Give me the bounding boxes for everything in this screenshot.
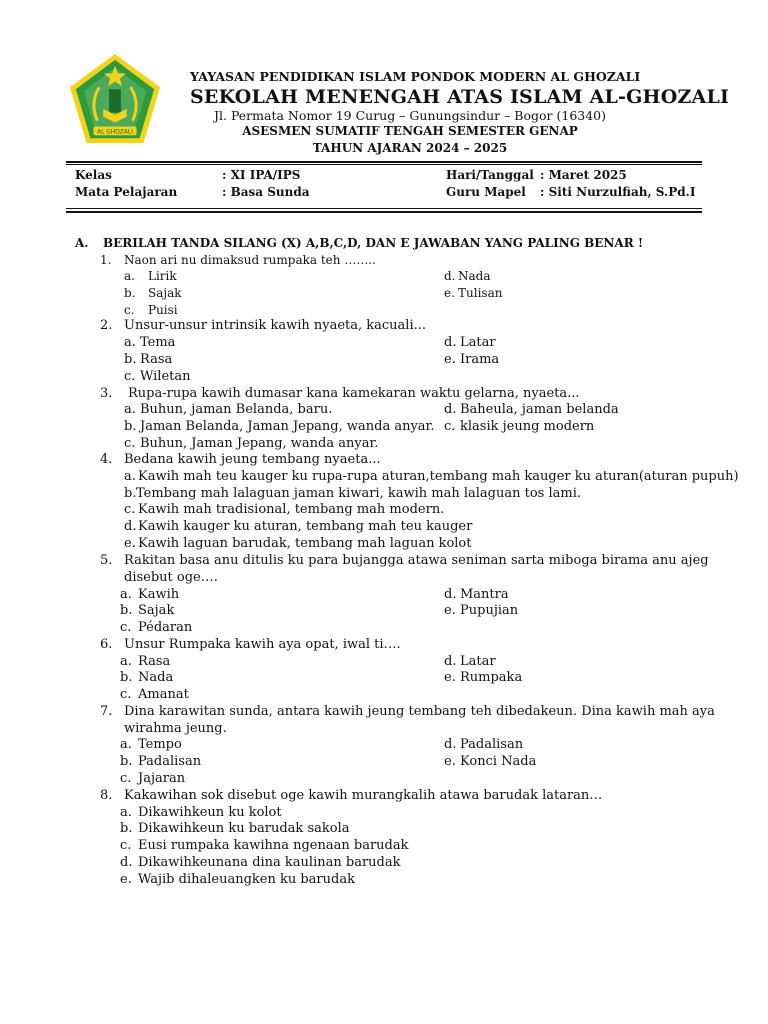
option-4e[interactable]: e. Kawih laguan barudak, tembang mah laguan kolot bbox=[124, 536, 472, 551]
school-name: SEKOLAH MENENGAH ATAS ISLAM AL-GHOZALI bbox=[190, 86, 730, 108]
option-3d[interactable]: d. Baheula, jaman belanda bbox=[444, 402, 619, 417]
option-7c[interactable]: c. Jajaran bbox=[120, 771, 186, 786]
option-7d[interactable]: d. Padalisan bbox=[444, 737, 524, 752]
section-heading bbox=[75, 236, 643, 250]
guru-label: Guru Mapel bbox=[446, 185, 526, 199]
option-2b[interactable]: b. Rasa bbox=[124, 352, 173, 367]
option-3a[interactable]: a. Buhun, jaman Belanda, baru. bbox=[124, 402, 333, 417]
option-6e[interactable]: e. Rumpaka bbox=[444, 670, 523, 685]
question-7: 7. Dina karawitan sunda, antara kawih jeung tembang teh dibedakeun. Dina kawih mah aya bbox=[100, 704, 715, 719]
question-1: 1. Naon ari nu dimaksud rumpaka teh …….. bbox=[100, 253, 376, 267]
question-6: 6. Unsur Rumpaka kawih aya opat, iwal ti…. bbox=[100, 637, 401, 652]
option-4a[interactable]: a. Kawih mah teu kauger ku rupa-rupa aturan,tembang mah kauger ku aturan(aturan pupuh) bbox=[124, 469, 739, 484]
hari-label: Hari/Tanggal bbox=[446, 168, 534, 182]
exam-title: ASESMEN SUMATIF TENGAH SEMESTER GENAP bbox=[242, 124, 578, 138]
question-5: 5. Rakitan basa anu ditulis ku para bujangga atawa seniman sarta miboga birama anu ajeg bbox=[100, 553, 709, 568]
option-2d[interactable]: d. Latar bbox=[444, 335, 496, 350]
option-3c[interactable]: c. Buhun, Jaman Jepang, wanda anyar. bbox=[124, 436, 379, 451]
option-8d[interactable]: d. Dikawihkeunana dina kaulinan barudak bbox=[120, 855, 401, 870]
option-7e[interactable]: e. Konci Nada bbox=[444, 754, 537, 769]
option-2c[interactable]: c. Wiletan bbox=[124, 369, 191, 384]
exam-header bbox=[0, 0, 768, 160]
question-3: 3. Rupa-rupa kawih dumasar kana kamekaran waktu gelarna, nyaeta... bbox=[100, 386, 580, 401]
divider bbox=[66, 211, 702, 213]
divider bbox=[66, 161, 702, 163]
option-3e[interactable]: c. klasik jeung modern bbox=[444, 419, 595, 434]
logo-text: AL GHOZALI bbox=[97, 129, 133, 136]
option-5d[interactable]: d. Mantra bbox=[444, 587, 509, 602]
option-1c[interactable]: c. Puisi bbox=[124, 303, 178, 317]
question-4: 4. Bedana kawih jeung tembang nyaeta... bbox=[100, 452, 381, 467]
mapel-label: Mata Pelajaran bbox=[75, 185, 178, 199]
divider bbox=[66, 164, 702, 165]
section-letter: A. bbox=[75, 236, 89, 250]
option-5a[interactable]: a. Kawih bbox=[120, 587, 180, 602]
question-8: 8. Kakawihan sok disebut oge kawih murangkalih atawa barudak lataran… bbox=[100, 788, 603, 803]
option-2a[interactable]: a. Tema bbox=[124, 335, 176, 350]
option-5c[interactable]: c. Pédaran bbox=[120, 620, 193, 635]
option-4b[interactable]: b.Tembang mah lalaguan jaman kiwari, kawih mah lalaguan tos lami. bbox=[124, 486, 581, 501]
academic-year: TAHUN AJARAN 2024 – 2025 bbox=[312, 141, 508, 155]
option-1d[interactable]: d. Nada bbox=[444, 269, 491, 283]
option-4c[interactable]: c. Kawih mah tradisional, tembang mah modern. bbox=[124, 502, 445, 517]
option-6d[interactable]: d. Latar bbox=[444, 654, 496, 669]
option-4d[interactable]: d. Kawih kauger ku aturan, tembang mah teu kauger bbox=[124, 519, 473, 534]
option-6c[interactable]: c. Amanat bbox=[120, 687, 189, 702]
option-1a[interactable]: a. Lirik bbox=[124, 269, 177, 283]
option-5e[interactable]: e. Pupujian bbox=[444, 603, 519, 618]
section-instruction: BERILAH TANDA SILANG (X) A,B,C,D, DAN E JAWABAN YANG PALING BENAR ! bbox=[103, 236, 644, 250]
option-8c[interactable]: c. Eusi rumpaka kawihna ngenaan barudak bbox=[120, 838, 409, 853]
option-5b[interactable]: b. Sajak bbox=[120, 603, 175, 618]
school-address: Jl. Permata Nomor 19 Curug – Gunungsindur – Bogor (16340) bbox=[213, 108, 607, 123]
kelas-value: : XI IPA/IPS bbox=[222, 168, 301, 182]
question-7-continued: wirahma jeung. bbox=[124, 721, 227, 736]
option-8a[interactable]: a. Dikawihkeun ku kolot bbox=[120, 805, 282, 820]
option-3b[interactable]: b. Jaman Belanda, Jaman Jepang, wanda anyar. bbox=[124, 419, 435, 434]
option-1b[interactable]: b. Sajak bbox=[124, 286, 182, 300]
option-6a[interactable]: a. Rasa bbox=[120, 654, 171, 669]
option-7b[interactable]: b. Padalisan bbox=[120, 754, 202, 769]
option-2e[interactable]: e. Irama bbox=[444, 352, 500, 367]
mapel-value: : Basa Sunda bbox=[222, 185, 310, 199]
divider bbox=[66, 208, 702, 209]
option-1e[interactable]: e. Tulisan bbox=[444, 286, 503, 300]
option-7a[interactable]: a. Tempo bbox=[120, 737, 182, 752]
kelas-label: Kelas bbox=[75, 168, 112, 182]
question-2: 2. Unsur-unsur intrinsik kawih nyaeta, kacuali... bbox=[100, 318, 427, 333]
hari-value: : Maret 2025 bbox=[540, 168, 627, 182]
option-6b[interactable]: b. Nada bbox=[120, 670, 174, 685]
foundation-name: YAYASAN PENDIDIKAN ISLAM PONDOK MODERN AL GHOZALI bbox=[190, 69, 641, 84]
option-8e[interactable]: e. Wajib dihaleuangken ku barudak bbox=[120, 872, 355, 887]
school-logo bbox=[66, 52, 164, 150]
guru-value: : Siti Nurzulfiah, S.Pd.I bbox=[540, 185, 696, 199]
question-5-continued: disebut oge…. bbox=[124, 570, 218, 585]
option-8b[interactable]: b. Dikawihkeun ku barudak sakola bbox=[120, 821, 350, 836]
